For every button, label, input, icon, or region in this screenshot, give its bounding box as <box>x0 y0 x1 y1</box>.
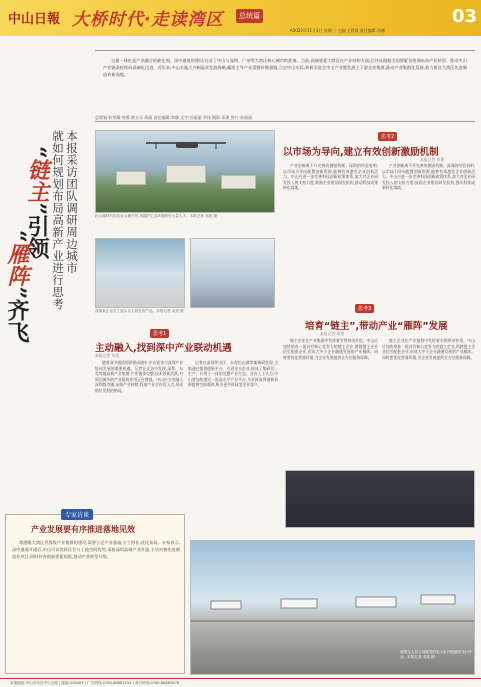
expert-tag: 专家访谈 <box>61 509 93 520</box>
body-column-4b: 链主企业在产业集群中发挥着引领带动作用。中山应加快培育一批具有核心竞争力的链主企业,围绕链主企业招引配套企业,形成大中小企业融通发展的产业雁阵。同时要优化营商环境,为企业发展提供全方位服务保障。 <box>382 338 475 360</box>
building-shape <box>166 165 206 183</box>
expert-title: 产业发展要有序推进落地见效 <box>31 525 135 534</box>
body-column-4: 链主企业在产业集群中发挥着引领带动作用。中山应加快培育一批具有核心竞争力的链主企业,围绕链主企业招引配套企业,形成大中小企业融通发展的产业雁阵。同时要优化营商环境,为企业发展提供全方位服务保障。 <box>283 338 378 360</box>
vertical-headline <box>4 130 94 390</box>
headline-keyword-2: 雁阵 <box>4 242 30 287</box>
section-tag-3: 思考3 <box>355 304 374 313</box>
page-footer: 本报地址:中山市东区中山五路 | 邮编:528403 | 广告热线:0760-88881234 | 发行热线:0760-88885678 <box>0 678 481 687</box>
expert-interview-box <box>5 514 185 674</box>
expert-body: 粤港澳大湾区世界级产业集群的建设,需要立足产业基础,分工协作,优化布局。专家表示,深中通道开通后,中山可以发挥区位与土地空间优势,承接深圳高端产业外溢,主动对接先进制造业项目,同时补齐创新要素短板,推动产业转型升级。 <box>12 540 180 559</box>
body-column-3b: 产业创新离不开完善的激励机制。深圳的经验表明,以市场为导向配置创新资源,能够有效激发企业创新活力。中山应进一步完善科技创新政策体系,加大对企业研发投入的支持力度,鼓励企业建设研发机构,推动科技成果转化落地。 <box>382 163 475 191</box>
byline-1: 本报记者 邓建 <box>95 353 119 358</box>
headline-keyword-1: 链主 <box>24 158 50 203</box>
photo-lab <box>190 238 275 308</box>
headline-main-2 <box>2 230 33 343</box>
photo-night-cityscape <box>285 470 475 528</box>
byline-3: 本报记者 邓建 <box>320 331 344 336</box>
credits-line: 总策划:杜荣耀 统筹:黄方乐 蒋丽 责任编辑:李娜 文字:苏丽丽 李伟 摄影:邓建 图片:苏丽丽 <box>95 115 252 120</box>
page-header <box>0 0 481 36</box>
photo-caption-4: 深圳无人机公司研发的无人机开展测试飞行作业。本报记者 邓建 摄 <box>400 650 472 659</box>
lead-paragraph <box>95 50 475 122</box>
headline-rest-1: ”引领 <box>24 202 50 260</box>
body-column-2: 记者在深圳坪山区、东莞松山湖等地调研发现,当地通过搭建创新平台、引进龙头企业,形成了集研发、生产、应用于一体的完整产业生态。业内人士认为,中山要加快建设一批高水平产业平台,为承接深圳创新资源提供空间载体,吸引更多科技型企业落户。 <box>188 360 278 388</box>
quote-open: “ <box>24 146 50 159</box>
body-column-1: 随着深中通道即将建成通车,中山迎来与深圳产业协同发展的重要机遇。记者在走访中发现,深圳、东莞等地高新产业集聚,产业链条完整,技术创新活跃,对周边城市的产业辐射作用正在增强。中山应主动融入深圳都市圈,承接产业转移,找准产业合作切入点,形成错位发展的格局。 <box>95 360 183 393</box>
section-title-1: 主动融入,找到深中产业联动机遇 <box>95 343 232 354</box>
photo-caption-1: 松山湖材料实验室大楼外景,优越的生态环境吸引大量人才。本报记者 邓建 摄 <box>95 214 218 218</box>
issue-line: A2022年11月3日 星期三 主编:王晨霞 责任编辑:李娜 <box>290 28 386 33</box>
headline-rest-2: ”齐飞 <box>4 286 30 344</box>
series-badge: 总统篇 <box>236 9 263 23</box>
lead-text: 交通一体化是产业融合的催化剂。深中通道的建设,在近了中山与深圳、广州等大湾区核心城市的距离。当前,高端要素大湾区在产业结构方面,已经从根据全国要素各类调布向产业转型、推动中山产业链条持续向高端化迈进。近年来,中山实施大兴制造业发展战略,瞄准主导产业延链补链强链,立足中山实际,积极引进全市全产业链发展上下游企业集群,推动产业集群化发展,着力建设大湾区先进制造业新高地。 <box>103 58 467 77</box>
byline-2: 本报记者 邓建 <box>420 157 444 162</box>
section-title-2: 以市场为导向,建立有效创新激励机制 <box>283 147 439 158</box>
body-column-3: 产业创新离不开完善的激励机制。深圳的经验表明,以市场为导向配置创新资源,能够有效激发企业创新活力。中山应进一步完善科技创新政策体系,加大对企业研发投入的支持力度,鼓励企业建设研发机构,推动科技成果转化落地。 <box>283 163 378 191</box>
section-tag-1: 思考1 <box>150 329 169 338</box>
building-shape <box>116 171 146 185</box>
section-tag-2: 思考2 <box>378 132 397 141</box>
headline-subtitle-2: 就如何规划布局高新产业进行思考 <box>51 130 65 310</box>
page-number: 03 <box>452 6 478 27</box>
drone-icon <box>136 139 236 153</box>
headline-subtitle-1: 本报采访团队调研周边城市 <box>65 130 79 274</box>
series-title: 大桥时代·走读湾区 <box>72 10 224 30</box>
photo-campus-aerial <box>95 130 275 213</box>
building-shape <box>221 175 256 189</box>
section-title-3: 培育“链主”,带动产业“雁阵”发展 <box>305 321 448 332</box>
photo-caption-2: 深圳某企业员工展示自主研发的产品。本报记者 邓建 摄 <box>95 309 184 313</box>
quote-open-2: “ <box>4 230 30 243</box>
newspaper-logo: 中山日報 <box>8 12 61 27</box>
photo-exhibition <box>95 238 185 308</box>
